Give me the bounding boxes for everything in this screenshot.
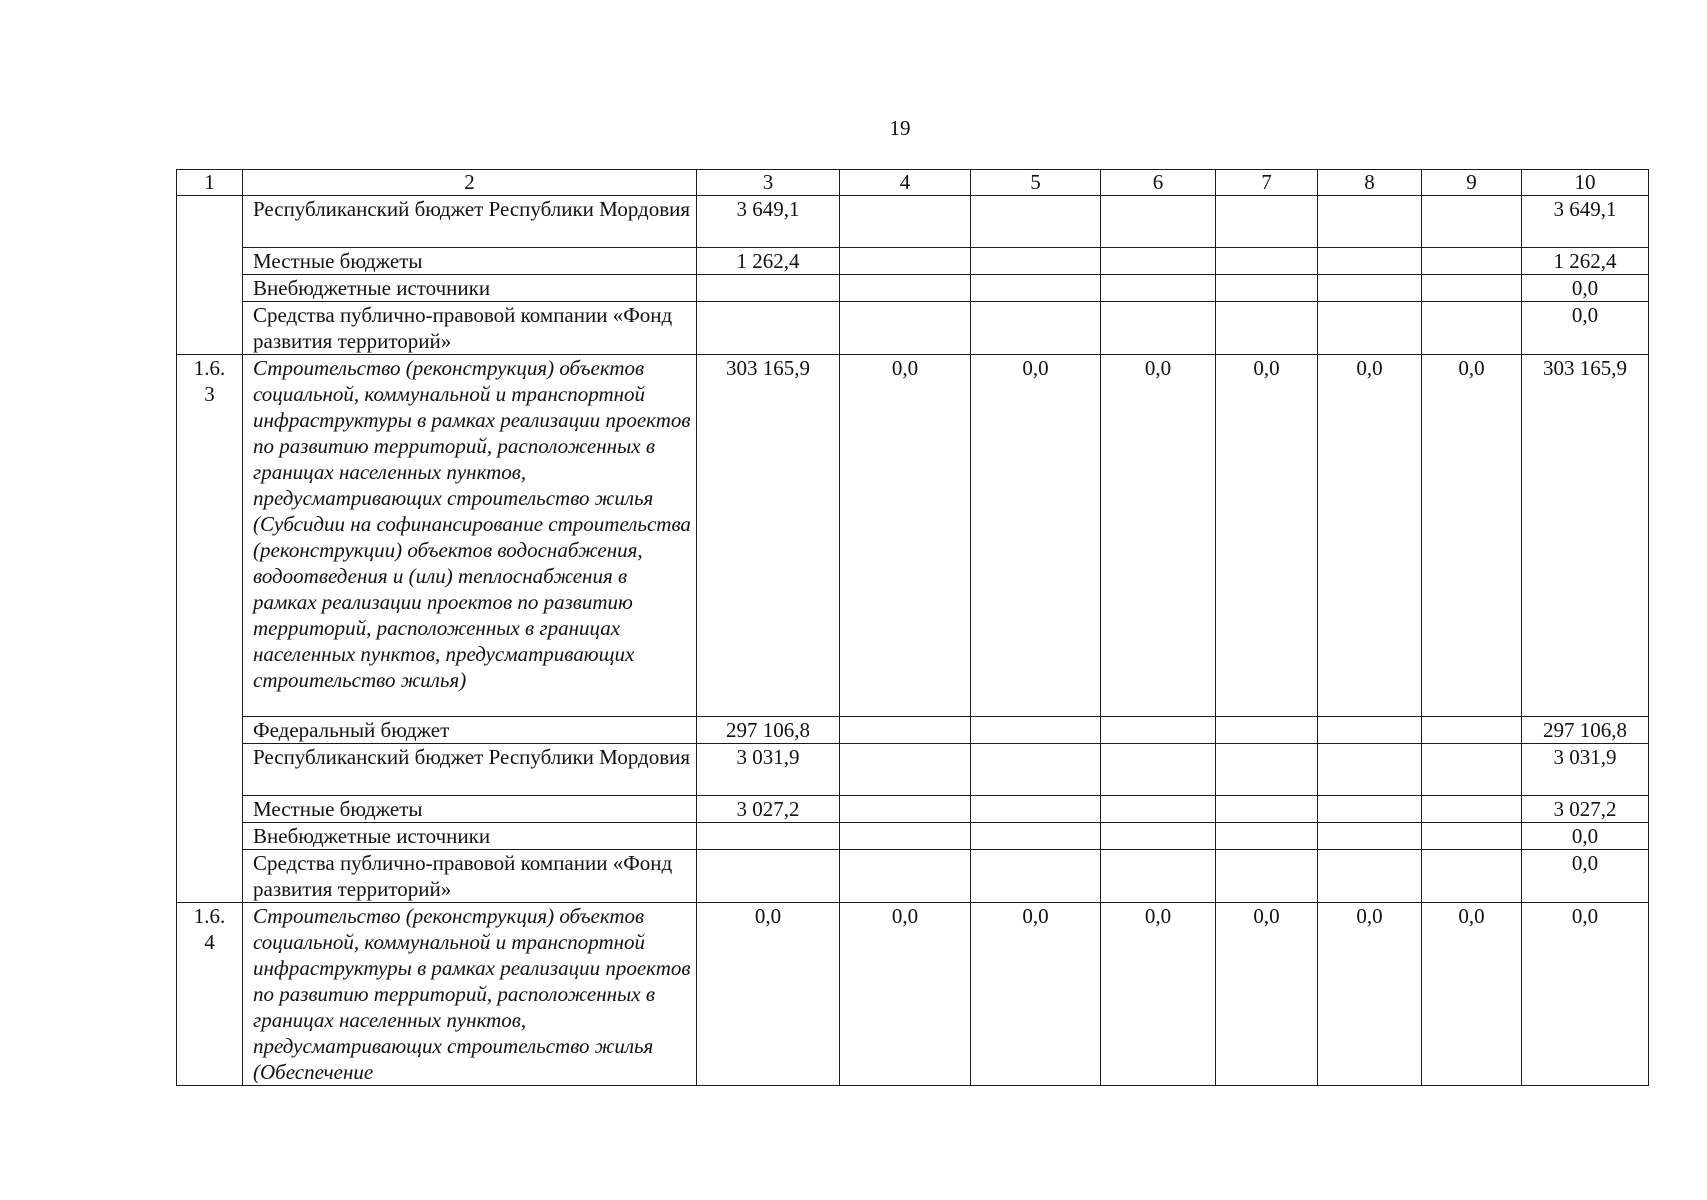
column-header: 2	[243, 170, 697, 196]
value-cell	[1101, 248, 1216, 275]
column-header: 6	[1101, 170, 1216, 196]
table-row	[177, 903, 1649, 1086]
value-cell	[697, 823, 840, 850]
value-cell	[1422, 248, 1522, 275]
row-label: Федеральный бюджет	[243, 717, 697, 744]
row-label: Средства публично-правовой компании «Фонд развития территорий»	[243, 302, 697, 355]
value-cell	[1318, 850, 1422, 903]
value-cell	[1101, 823, 1216, 850]
value-cell	[1318, 275, 1422, 302]
value-cell: 0,0	[697, 903, 840, 1086]
value-cell: 0,0	[1216, 355, 1318, 717]
value-cell	[1318, 248, 1422, 275]
value-cell	[1216, 717, 1318, 744]
total-cell: 297 106,8	[1522, 717, 1649, 744]
value-cell: 303 165,9	[697, 355, 840, 717]
value-cell	[1101, 196, 1216, 248]
row-code-cell	[177, 717, 243, 744]
table-row	[177, 248, 1649, 275]
value-cell: 0,0	[1318, 355, 1422, 717]
value-cell	[971, 796, 1101, 823]
column-header: 8	[1318, 170, 1422, 196]
value-cell	[1216, 248, 1318, 275]
value-cell	[1216, 275, 1318, 302]
total-cell: 3 031,9	[1522, 744, 1649, 796]
value-cell: 0,0	[840, 903, 971, 1086]
value-cell	[840, 275, 971, 302]
value-cell	[840, 744, 971, 796]
value-cell	[697, 850, 840, 903]
total-cell: 3 027,2	[1522, 796, 1649, 823]
table-row	[177, 823, 1649, 850]
row-code-cell	[177, 302, 243, 355]
table-row	[177, 796, 1649, 823]
value-cell	[1318, 302, 1422, 355]
table-header-row	[177, 170, 1649, 196]
value-cell	[1101, 302, 1216, 355]
value-cell	[971, 823, 1101, 850]
value-cell	[1101, 275, 1216, 302]
value-cell	[971, 850, 1101, 903]
value-cell: 3 649,1	[697, 196, 840, 248]
value-cell	[840, 302, 971, 355]
row-code-cell	[177, 196, 243, 248]
budget-table	[176, 169, 1649, 1086]
page-number: 19	[889, 116, 911, 140]
value-cell	[1422, 850, 1522, 903]
value-cell	[1216, 850, 1318, 903]
value-cell: 0,0	[1422, 903, 1522, 1086]
total-cell: 303 165,9	[1522, 355, 1649, 717]
row-label: Внебюджетные источники	[243, 275, 697, 302]
table-row	[177, 744, 1649, 796]
table-row	[177, 196, 1649, 248]
row-code-cell	[177, 248, 243, 275]
table-row	[177, 850, 1649, 903]
value-cell: 0,0	[1318, 903, 1422, 1086]
value-cell: 0,0	[971, 355, 1101, 717]
row-code-cell	[177, 850, 243, 903]
value-cell	[1101, 744, 1216, 796]
row-code-cell	[177, 823, 243, 850]
value-cell	[1422, 717, 1522, 744]
row-label: Внебюджетные источники	[243, 823, 697, 850]
row-code: 1.6. 3	[177, 355, 243, 717]
table-row	[177, 717, 1649, 744]
value-cell	[971, 302, 1101, 355]
value-cell: 297 106,8	[697, 717, 840, 744]
value-cell	[1422, 823, 1522, 850]
value-cell	[1216, 196, 1318, 248]
value-cell	[697, 302, 840, 355]
total-cell: 0,0	[1522, 903, 1649, 1086]
column-header: 10	[1522, 170, 1649, 196]
row-label: Республиканский бюджет Республики Мордовия	[243, 196, 697, 248]
value-cell: 1 262,4	[697, 248, 840, 275]
column-header: 9	[1422, 170, 1522, 196]
value-cell	[971, 196, 1101, 248]
value-cell: 0,0	[1101, 903, 1216, 1086]
value-cell	[840, 248, 971, 275]
value-cell	[1422, 744, 1522, 796]
total-cell: 3 649,1	[1522, 196, 1649, 248]
value-cell	[697, 275, 840, 302]
table-row	[177, 275, 1649, 302]
row-label: Строительство (реконструкция) объектов социальной, коммунальной и транспортной инфраструктуры в рамках реализации проектов по развитию территорий, расположенных в границах населенных пунктов, предусматривающих строительство жилья (Обеспечение	[243, 903, 697, 1086]
row-code-cell	[177, 796, 243, 823]
table-row	[177, 302, 1649, 355]
value-cell	[1318, 717, 1422, 744]
value-cell: 0,0	[1101, 355, 1216, 717]
row-label: Республиканский бюджет Республики Мордовия	[243, 744, 697, 796]
column-header: 5	[971, 170, 1101, 196]
table-row	[177, 355, 1649, 717]
total-cell: 0,0	[1522, 275, 1649, 302]
value-cell	[1101, 850, 1216, 903]
value-cell	[971, 248, 1101, 275]
value-cell	[1318, 196, 1422, 248]
value-cell	[971, 275, 1101, 302]
value-cell: 0,0	[1422, 355, 1522, 717]
value-cell	[971, 717, 1101, 744]
column-header: 7	[1216, 170, 1318, 196]
value-cell	[1318, 744, 1422, 796]
value-cell	[840, 717, 971, 744]
value-cell	[840, 850, 971, 903]
row-code-cell	[177, 275, 243, 302]
total-cell: 0,0	[1522, 850, 1649, 903]
value-cell: 0,0	[1216, 903, 1318, 1086]
value-cell	[840, 823, 971, 850]
value-cell: 3 027,2	[697, 796, 840, 823]
total-cell: 0,0	[1522, 302, 1649, 355]
column-header: 4	[840, 170, 971, 196]
total-cell: 0,0	[1522, 823, 1649, 850]
value-cell	[1422, 796, 1522, 823]
total-cell: 1 262,4	[1522, 248, 1649, 275]
row-label: Средства публично-правовой компании «Фонд развития территорий»	[243, 850, 697, 903]
value-cell	[1422, 196, 1522, 248]
value-cell	[1422, 302, 1522, 355]
row-label: Строительство (реконструкция) объектов социальной, коммунальной и транспортной инфраструктуры в рамках реализации проектов по развитию территорий, расположенных в границах населенных пунктов, предусматривающих строительство жилья (Субсидии на софинансирование строительства (реконструкции) объектов водоснабжения, водоотведения и (или) теплоснабжения в рамках реализации проектов по развитию территорий, расположенных в границах населенных пунктов, предусматривающих строительство жилья)	[243, 355, 697, 717]
value-cell	[1318, 823, 1422, 850]
value-cell	[1101, 717, 1216, 744]
value-cell	[1216, 823, 1318, 850]
value-cell	[1216, 302, 1318, 355]
column-header: 1	[177, 170, 243, 196]
value-cell	[1216, 744, 1318, 796]
row-label: Местные бюджеты	[243, 796, 697, 823]
value-cell: 0,0	[840, 355, 971, 717]
value-cell	[1422, 275, 1522, 302]
column-header: 3	[697, 170, 840, 196]
value-cell	[1318, 796, 1422, 823]
value-cell	[840, 796, 971, 823]
value-cell: 0,0	[971, 903, 1101, 1086]
value-cell	[1216, 796, 1318, 823]
value-cell	[971, 744, 1101, 796]
row-label: Местные бюджеты	[243, 248, 697, 275]
row-code-cell	[177, 744, 243, 796]
row-code: 1.6. 4	[177, 903, 243, 1086]
value-cell	[840, 196, 971, 248]
value-cell	[1101, 796, 1216, 823]
value-cell: 3 031,9	[697, 744, 840, 796]
